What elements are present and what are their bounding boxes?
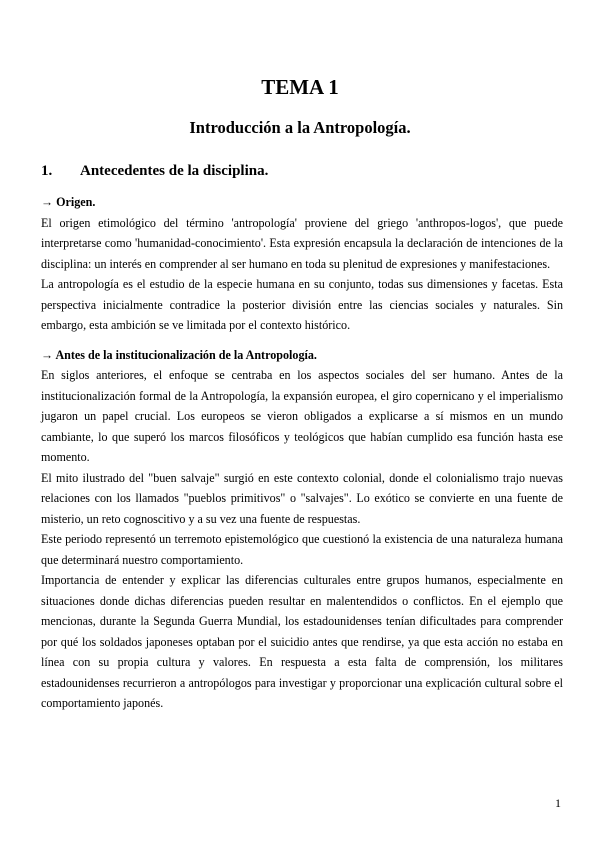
paragraph: Importancia de entender y explicar las diferencias culturales entre grupos humanos, especialmente en situaciones donde dichas diferencias pueden resultar en malentendidos o conflictos. En el ejemplo que mencionas, durante la Segunda Guerra Mundial, los estadounidenses tenían dificultades para comprender por qué los soldados japoneses optaban por el suicidio antes que rendirse, ya que esta acción no estaba en línea con su propia cultura y valores. En respuesta a esta falta de comprensión, los militares estadounidenses recurrieron a antropólogos para investigar y proporcionar una explicación cultural sobre el comportamiento japonés.: [41, 573, 563, 710]
origin-heading: → Origen.: [41, 195, 96, 209]
paragraph: El origen etimológico del término 'antropología' proviene del griego 'anthropos-logos', que puede interpretarse como 'humanidad-conocimiento'. Esta expresión encapsula la declaración de intenciones de la disciplina: un interés en comprender al ser humano en toda su plenitud de expresiones y manifestaciones.: [41, 215, 563, 271]
section-number: 1.: [41, 163, 53, 179]
page-number: 1: [555, 796, 561, 810]
paragraph: Este periodo representó un terremoto epistemológico que cuestionó la existencia de una naturaleza humana que determinará nuestro comportamiento.: [41, 532, 563, 567]
institutionalization-heading: → Antes de la institucionalización de la Antropología.: [41, 347, 317, 362]
paragraph: El mito ilustrado del "buen salvaje" surgió en este contexto colonial, donde el colonialismo trajo nuevas relaciones con los llamados "pueblos primitivos" o "salvajes". Lo exótico se convierte en una fuente de misterio, un reto cognoscitivo y a su vez una fuente de respuestas.: [41, 470, 563, 526]
section-heading: [41, 161, 268, 181]
paragraph: La antropología es el estudio de la especie humana en su conjunto, todas sus dimensiones y facetas. Esta perspectiva inicialmente contradice la posterior división entre las ciencias sociales y naturales. Sin embargo, esta ambición se ve limitada por el contexto histórico.: [41, 277, 563, 332]
page-subtitle: Introducción a la Antropología.: [189, 118, 411, 137]
document-body: [41, 192, 563, 714]
block-spacer: [41, 336, 563, 345]
paragraph: En siglos anteriores, el enfoque se centraba en los aspectos sociales del ser humano. Antes de la institucionalización formal de la Antropología, la expansión europea, el giro copernicano y el imperialismo jugaron un papel crucial. Los europeos se vieron obligados a explicarse a sí mismos en un mundo cambiante, lo que superó los marcos filosóficos y teológicos que habían cumplido esa función hasta ese momento.: [41, 368, 563, 464]
section-title: Antecedentes de la disciplina.: [80, 163, 269, 179]
page-title: TEMA 1: [261, 75, 339, 99]
